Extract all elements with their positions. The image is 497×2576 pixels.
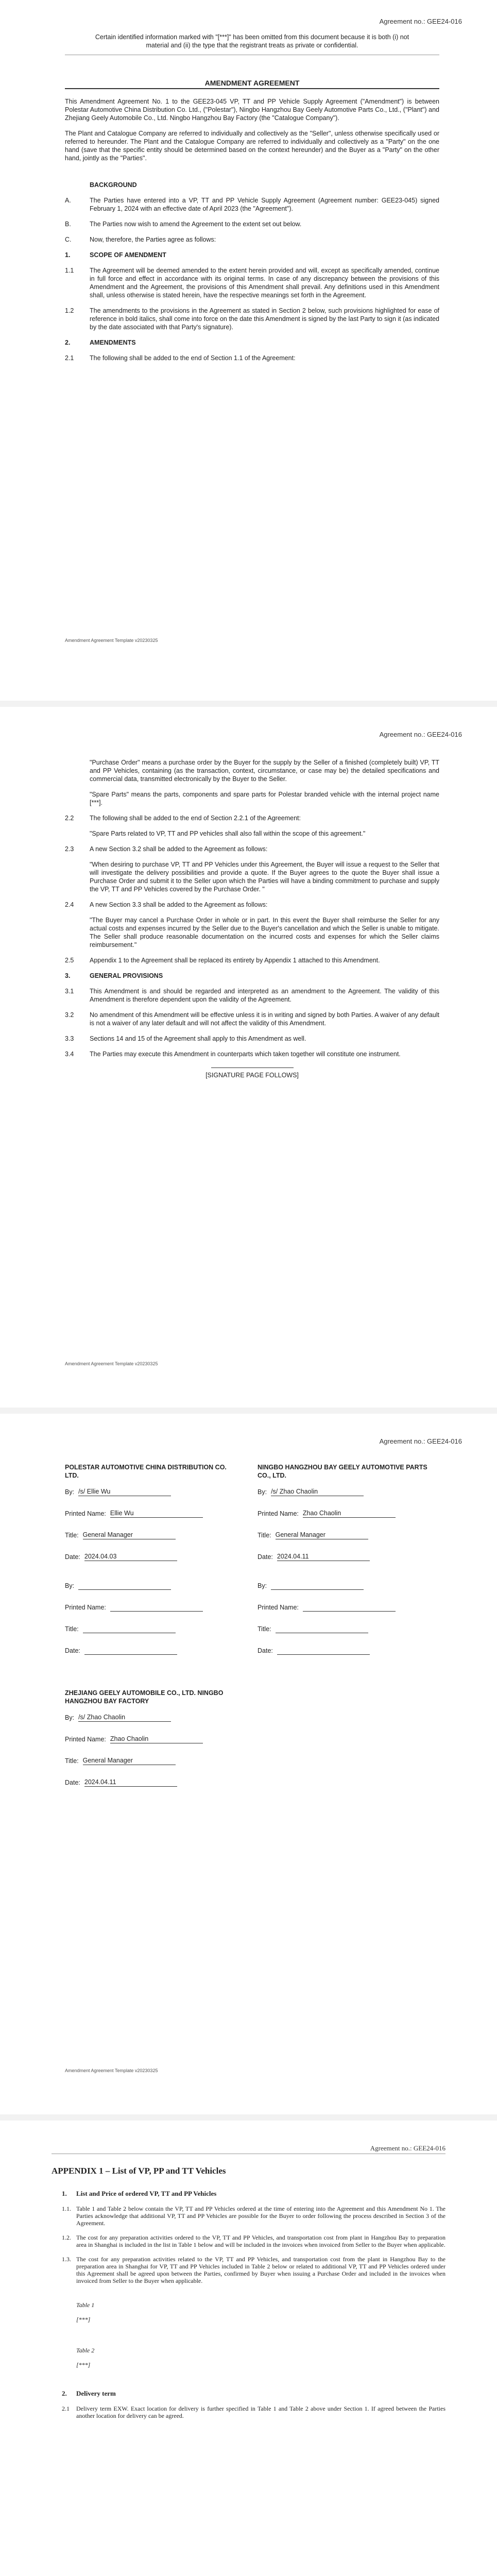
divider: [211, 1067, 294, 1068]
plant-signature-block: [258, 1463, 433, 1668]
appendix-clause-2-1: 2.1 Delivery term EXW. Exact location for delivery is further specified in Table 1 and Table 2 above under Section 1. If agreed between the Parties another location for delivery can be agreed.: [62, 2405, 445, 2419]
plant-printed-name: Printed Name: Zhao Chaolin: [258, 1510, 433, 1518]
page-2-content: [65, 758, 439, 1079]
recital-b: B. The Parties now wish to amend the Agreement to the extent set out below.: [65, 221, 302, 228]
polestar-date: Date: 2024.04.03: [65, 1553, 240, 1561]
plant-title: Title: General Manager: [258, 1531, 433, 1539]
section-1-heading: 1. SCOPE OF AMENDMENT: [65, 251, 166, 259]
table-2-redacted: [***]: [76, 2361, 91, 2368]
signature-page: [65, 1463, 439, 1800]
polestar-by: By: /s/ Ellie Wu: [65, 1488, 240, 1496]
clause-2-1: 2.1 The following shall be added to the end of Section 1.1 of the Agreement:: [65, 354, 296, 362]
recital-a: A. The Parties have entered into a VP, TT and PP Vehicle Supply Agreement (Agreement number: GEE23-045) signed February 1, 2024 with an effective date of April 2023 (the "Agreement").: [65, 197, 439, 212]
purchase-order-definition: "Purchase Order" means a purchase order by the Buyer for the supply by the Seller of a finished (completely built) VP, TT and PP Vehicles, containing (as the transaction, context, circumstance, or case may be) the detailed specifications and commercial data, transmitted electronically by the Buyer to the Seller.: [90, 759, 439, 783]
footer-template: Amendment Agreement Template v20230325: [65, 638, 158, 643]
appendix-title: APPENDIX 1 – List of VP, PP and TT Vehicles: [52, 2166, 226, 2176]
clause-2-4-quote: "The Buyer may cancel a Purchase Order in whole or in part. In this event the Buyer shall reimburse the Seller for any actual costs and expenses incurred by the Seller due to the Buyer's cancellation and which the Seller is unable to mitigate. The Seller shall produce reasonable documentation on the incurred costs and expenses for which the Seller claims reimbursement.": [90, 917, 439, 948]
plant-date: Date: 2024.04.11: [258, 1553, 433, 1561]
blank-date: Date:: [258, 1647, 433, 1655]
polestar-signature-block: [65, 1463, 240, 1668]
page-separator: [0, 1408, 497, 1414]
page-separator: [0, 701, 497, 707]
table-1-label: Table 1: [76, 2301, 95, 2309]
appendix-clause-1-2: 1.2. The cost for any preparation activities ordered to the VP, TT and PP Vehicles, and transportation cost from plant in Hangzhou Bay to preparation area in Shanghai is included in the list in Table 1 below and will be included in the invoices when invoiced from Seller to the Buyer when applicable.: [62, 2234, 445, 2248]
page-4: [0, 2121, 497, 2576]
appendix-clause-1-3: 1.3. The cost for any preparation activities related to the VP, TT and PP Vehicles, and transportation cost from the plant in Hangzhou Bay to the preparation area in Shanghai for VP, TT and PP Vehicles included in Table 2 below or related to additional VP, TT and PP Vehicles ordered under this Agreement shall be agreed upon between the Parties, confirmed by Buyer when issuing a Purchase Order and included in the invoices when invoiced from Seller to the Buyer when applicable.: [62, 2256, 445, 2284]
confidentiality-notice: Certain identified information marked with "[***]" has been omitted from this document because it is both (i) not material and (ii) the type that the registrant treats as private or confidential.: [95, 33, 409, 49]
blank-printed-name: Printed Name:: [258, 1603, 433, 1612]
intro-paragraph: This Amendment Agreement No. 1 to the GEE23-045 VP, TT and PP Vehicle Supply Agreement ("Amendment") is between Polestar Automotive China Distribution Co. Ltd., ("Polestar"), Ningbo Hangzhou Bay Geely Automotive Parts Co., Ltd., ("Plant") and Zhejiang Geely Automobile Co., Ltd. Ningbo Hangzhou Bay Factory (the "Catalogue Company").: [65, 98, 439, 122]
blank-title: Title:: [258, 1625, 433, 1633]
page-3: [0, 1414, 497, 2114]
recital-c: C. Now, therefore, the Parties agree as follows:: [65, 236, 216, 243]
blank-by: By:: [65, 1582, 240, 1590]
page-1: [0, 0, 497, 701]
page-separator: [0, 2114, 497, 2121]
appendix-clause-1-1: 1.1. Table 1 and Table 2 below contain the VP, TT and PP Vehicles ordered at the time of entering into the Agreement and this Amendment No 1. The Parties acknowledge that additional VP, TT and PP Vehicles are possible for the Buyer to order following the process described in Section 3 of the Agreement.: [62, 2205, 445, 2227]
catalogue-title: Title: General Manager: [65, 1757, 240, 1765]
signature-page-follows: [SIGNATURE PAGE FOLLOWS]: [205, 1072, 299, 1079]
document-title: AMENDMENT AGREEMENT: [65, 79, 439, 89]
appendix-content: [52, 2167, 445, 2427]
page-2: [0, 707, 497, 1408]
clause-2-2: 2.2 The following shall be added to the end of Section 2.2.1 of the Agreement:: [65, 815, 301, 822]
background-heading: BACKGROUND: [90, 181, 137, 189]
clause-1-2: 1.2 The amendments to the provisions in the Agreement as stated in Section 2 below, such provisions highlighted for ease of reference in bold italics, shall come into force on the date this Amendment is signed by the last Party to sign it (as indicated by the date associated with that Party's signature).: [65, 307, 439, 331]
appendix-heading-1: 1. List and Price of ordered VP, TT and PP Vehicles: [62, 2190, 217, 2197]
blank-by: By:: [258, 1582, 433, 1590]
catalogue-signature-block: [65, 1689, 240, 1787]
catalogue-printed-name: Printed Name: Zhao Chaolin: [65, 1735, 240, 1743]
footer-template: Amendment Agreement Template v20230325: [65, 2068, 158, 2073]
catalogue-company-name: ZHEJIANG GEELY AUTOMOBILE CO., LTD. NINGBO HANGZHOU BAY FACTORY: [65, 1689, 224, 1705]
clause-2-5: 2.5 Appendix 1 to the Agreement shall be replaced its entirety by Appendix 1 attached to this Amendment.: [65, 957, 380, 964]
blank-printed-name: Printed Name:: [65, 1603, 240, 1612]
parties-paragraph: The Plant and Catalogue Company are referred to individually and collectively as the "Seller", unless otherwise specifically used or referred to hereunder. The Plant and the Catalogue Company are referred to individually and collectively as a "Party" on the one hand (save that the specific entity should be determined based on the context hereunder) and the Buyer as a "Party" on the other hand, jointly as the "Parties".: [65, 130, 439, 162]
polestar-printed-name: Printed Name: Ellie Wu: [65, 1510, 240, 1518]
agreement-number: Agreement no.: GEE24-016: [370, 2144, 445, 2152]
table-2-label: Table 2: [76, 2347, 95, 2354]
clause-2-2-quote: "Spare Parts related to VP, TT and PP vehicles shall also fall within the scope of this agreement.": [90, 830, 366, 837]
clause-2-3-quote: "When desiring to purchase VP, TT and PP Vehicles under this Agreement, the Buyer will issue a request to the Seller that will investigate the delivery possibilities and provide a quote. If the Buyer agrees to the quote the Buyer shall issue a Purchase Order and submit it to the Seller upon which the Parties will have a binding commitment to purchase and supply the VP, TT and PP Vehicles covered by the Purchase Order. ": [90, 861, 439, 893]
agreement-number: Agreement no.: GEE24-016: [379, 18, 462, 25]
clause-1-1: 1.1 The Agreement will be deemed amended to the extent herein provided and will, except as specifically amended, continue in full force and effect in accordance with its original terms. In case of any discrepancy between the provisions of this Amendment and the Agreement, the provisions of this Amendment shall prevail. Any definitions used in this Amendment shall, unless otherwise is stated herein, have the respective meanings set forth in the Agreement.: [65, 267, 439, 299]
table-1-redacted: [***]: [76, 2316, 91, 2323]
catalogue-by: By: /s/ Zhao Chaolin: [65, 1714, 240, 1722]
section-3-heading: 3. GENERAL PROVISIONS: [65, 972, 163, 979]
clause-3-1: 3.1 This Amendment is and should be regarded and interpreted as an amendment to the Agreement. The validity of this Amendment is therefore dependent upon the validity of the Agreement.: [65, 988, 439, 1003]
spare-parts-definition: "Spare Parts" means the parts, components and spare parts for Polestar branded vehicle with the internal project name [***].: [90, 791, 439, 806]
clause-2-4: 2.4 A new Section 3.3 shall be added to the Agreement as follows:: [65, 901, 268, 908]
blank-date: Date:: [65, 1647, 240, 1655]
clause-3-2: 3.2 No amendment of this Amendment will be effective unless it is in writing and signed by both Parties. A waiver of any default is not a waiver of any later default and will not affect the validity of this Amendment.: [65, 1011, 439, 1027]
clause-3-3: 3.3 Sections 14 and 15 of the Agreement shall apply to this Amendment as well.: [65, 1035, 306, 1042]
polestar-title: Title: General Manager: [65, 1531, 240, 1539]
catalogue-date: Date: 2024.04.11: [65, 1778, 240, 1787]
appendix-heading-2: 2. Delivery term: [62, 2389, 116, 2397]
blank-title: Title:: [65, 1625, 240, 1633]
agreement-number: Agreement no.: GEE24-016: [379, 1437, 462, 1445]
polestar-name: POLESTAR AUTOMOTIVE CHINA DISTRIBUTION CO. LTD.: [65, 1464, 227, 1479]
clause-3-4: 3.4 The Parties may execute this Amendment in counterparts which taken together will constitute one instrument.: [65, 1050, 401, 1058]
plant-name: NINGBO HANGZHOU BAY GEELY AUTOMOTIVE PARTS CO., LTD.: [258, 1464, 427, 1479]
footer-template: Amendment Agreement Template v20230325: [65, 1361, 158, 1366]
page-1-content: [65, 33, 439, 369]
section-2-heading: 2. AMENDMENTS: [65, 339, 136, 346]
clause-2-3: 2.3 A new Section 3.2 shall be added to the Agreement as follows:: [65, 845, 268, 853]
agreement-number: Agreement no.: GEE24-016: [379, 731, 462, 738]
signature-block-top: [65, 1463, 439, 1668]
plant-by: By: /s/ Zhao Chaolin: [258, 1488, 433, 1496]
